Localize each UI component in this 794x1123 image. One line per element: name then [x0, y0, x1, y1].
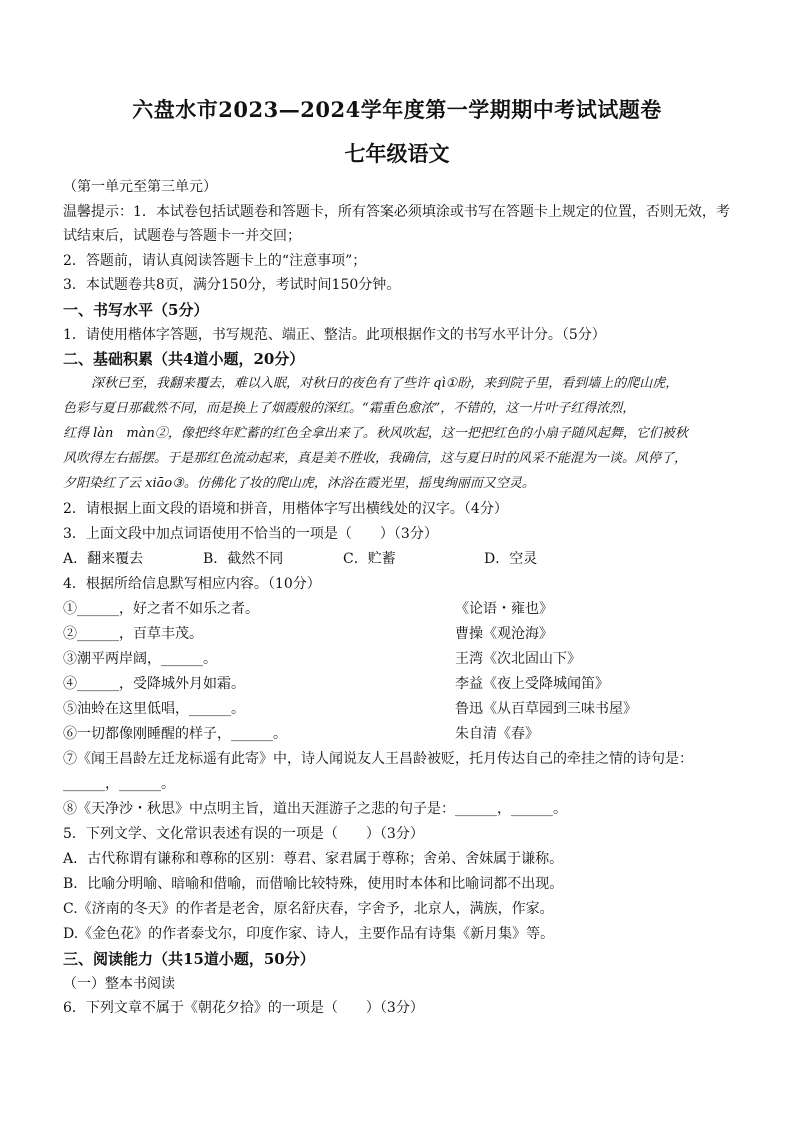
passage-line: 色彩与夏日那截然不同，而是换上了烟霞般的深红。“霜重色愈浓”，不错的，这一片叶子红得浓烈， — [63, 401, 636, 416]
exam-title: 六盘水市2023—2024学年度第一学期期中考试试题卷 — [132, 97, 662, 122]
q4-item-source: 李益《夜上受降城闻笛》 — [455, 676, 609, 692]
question-1: 1．请使用楷体字答题，书写规范、端正、整洁。此项根据作文的书写水平计分。（5分） — [63, 327, 606, 343]
tip-1a: 温馨提示：1．本试卷包括试题卷和答题卡，所有答案必须填涂或书写在答题卡上规定的位置，否则无效，考 — [63, 204, 730, 220]
q4-item: ④______，受降城外月如霜。 — [63, 676, 245, 692]
q3-option-d: D．空灵 — [484, 551, 538, 567]
section3-sub1: （一）整本书阅读 — [63, 976, 175, 992]
q4-item-source: 鲁迅《从百草园到三味书屋》 — [455, 701, 637, 717]
exam-scope: （第一单元至第三单元） — [63, 179, 217, 195]
q4-item-source: 《论语・雍也》 — [455, 601, 553, 617]
q4-item-8: ⑧《天净沙・秋思》中点明主旨，道出天涯游子之悲的句子是：______，______。 — [63, 801, 567, 817]
passage-line: 夕阳染红了云 xiāo③。仿佛化了妆的爬山虎，沐浴在霞光里，摇曳绚丽而又空灵。 — [63, 476, 535, 491]
exam-subtitle: 七年级语文 — [344, 141, 450, 166]
q4-item: ⑤油蛉在这里低唱，______。 — [63, 701, 245, 717]
q4-item-7-blanks: ______，______。 — [63, 776, 175, 792]
section1-heading: 一、书写水平（5分） — [63, 301, 209, 319]
q4-item: ①______，好之者不如乐之者。 — [63, 601, 259, 617]
q4-item: ⑥一切都像刚睡醒的样子，______。 — [63, 726, 287, 742]
q4-item: ③潮平两岸阔，______。 — [63, 651, 217, 667]
question-4: 4．根据所给信息默写相应内容。（10分） — [63, 576, 321, 592]
q4-item-source: 王湾《次北固山下》 — [455, 651, 581, 667]
tip-2: 2．答题前，请认真阅读答题卡上的“注意事项”； — [63, 253, 367, 269]
question-6: 6．下列文章不属于《朝花夕拾》的一项是（ ）（3分） — [63, 1000, 424, 1016]
q5-option-b: B．比喻分明喻、暗喻和借喻，而借喻比较特殊，使用时本体和比喻词都不出现。 — [63, 876, 564, 892]
q5-option-d: D.《金色花》的作者泰戈尔，印度作家、诗人，主要作品有诗集《新月集》等。 — [63, 926, 555, 942]
q3-option-c: C．贮蓄 — [343, 551, 396, 567]
question-5: 5．下列文学、文化常识表述有误的一项是（ ）（3分） — [63, 826, 424, 842]
question-2: 2．请根据上面文段的语境和拼音，用楷体字写出横线处的汉字。（4分） — [63, 501, 508, 517]
q4-item-source: 曹操《观沧海》 — [455, 626, 553, 642]
q5-option-a: A．古代称谓有谦称和尊称的区别：尊君、家君属于尊称；舍弟、舍妹属于谦称。 — [63, 851, 564, 867]
passage-line: 风吹得左右摇摆。于是那红色流动起来，真是美不胜收，我确信，这与夏日时的风采不能混为一谈。风停了， — [63, 451, 688, 466]
passage-line: 深秋已至，我翻来覆去，难以入眠，对秋日的夜色有了些许 qì①盼，来到院子里，看到墙上的爬山虎， — [91, 376, 679, 391]
q4-item-source: 朱自清《春》 — [455, 726, 539, 742]
q4-item-7: ⑦《闻王昌龄左迁龙标遥有此寄》中，诗人闻说友人王昌龄被贬，托月传达自己的牵挂之情的诗句是： — [63, 751, 693, 767]
section3-heading: 三、阅读能力（共15道小题，50分） — [63, 950, 315, 968]
q4-item: ②______，百草丰茂。 — [63, 626, 203, 642]
passage-line: 红得 làn màn②，像把终年贮蓄的红色全拿出来了。秋风吹起，这一把把红色的小扇子随风起舞，它们被秋 — [63, 426, 688, 441]
tip-3: 3．本试题卷共8页，满分150分，考试时间150分钟。 — [63, 277, 401, 293]
section2-heading: 二、基础积累（共4道小题，20分） — [63, 350, 305, 368]
q5-option-c: C.《济南的冬天》的作者是老舍，原名舒庆春，字舍予，北京人，满族，作家。 — [63, 901, 554, 917]
q3-option-b: B．截然不同 — [203, 551, 284, 567]
q3-option-a: A．翻来覆去 — [63, 551, 144, 567]
tip-1b: 试结束后，试题卷与答题卡一并交回； — [63, 228, 301, 244]
question-3: 3．上面文段中加点词语使用不恰当的一项是（ ）（3分） — [63, 526, 438, 542]
